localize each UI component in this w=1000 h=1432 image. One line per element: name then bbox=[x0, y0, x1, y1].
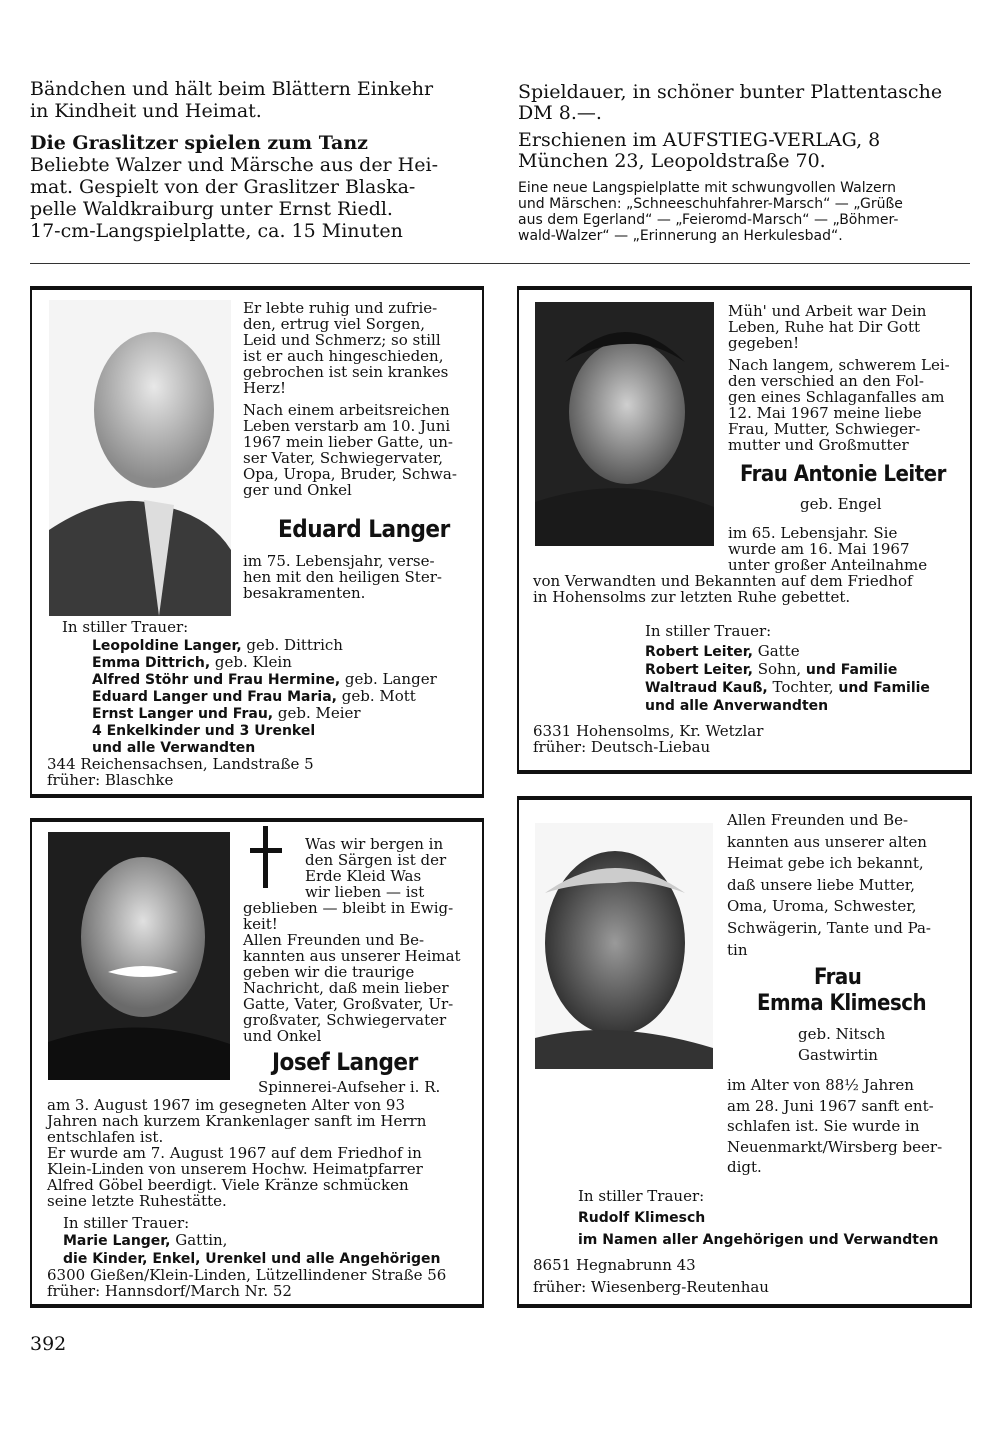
address: 8651 Hegnabrunn 43 früher: Wiesenberg-Reutenhau bbox=[533, 1256, 769, 1296]
address: 6331 Hohensolms, Kr. Wetzlar früher: Deutsch-Liebau bbox=[533, 722, 764, 756]
address: 6300 Gießen/Klein-Linden, Lützellindener Straße 56 früher: Hannsdorf/March Nr. 52 bbox=[47, 1266, 447, 1300]
mourner: Eduard Langer und Frau Maria, geb. Mott bbox=[92, 687, 416, 705]
mourner: die Kinder, Enkel, Urenkel und alle Angehörigen bbox=[63, 1251, 441, 1267]
top-left-column bbox=[30, 78, 490, 242]
eduard-text: Er lebte ruhig und zufrie- den, ertrug viel Sorgen, Leid und Schmerz; so still ist er auch hingeschieden, gebrochen ist sein krankes Herz! Nach einem arbeitsreichen Leben verstarb am 10. Juni 1967 mein lieber Gatte, un- ser Vater, Schwiegervater, Opa, Uropa, Bruder, Schwa- ger und Onkel bbox=[243, 299, 457, 499]
mourners-list bbox=[63, 1232, 440, 1268]
portrait-photo bbox=[49, 300, 231, 616]
divider bbox=[30, 263, 970, 264]
mourner: im Namen aller Angehörigen und Verwandten bbox=[578, 1232, 939, 1248]
maiden-name: geb. Engel bbox=[800, 495, 882, 513]
maiden-name: geb. Nitsch bbox=[798, 1025, 886, 1043]
occupation: Spinnerei-Aufseher i. R. bbox=[258, 1078, 441, 1096]
mourner: Marie Langer, Gattin, bbox=[63, 1231, 228, 1249]
josef-text: geblieben — bleibt in Ewig- keit! Allen Freunden und Be- kannten aus unserer Heimat geben wir die traurige Nachricht, daß mein lieber Gatte, Vater, Großvater, Ur- großvater, Schwiegervater und Onkel bbox=[243, 899, 461, 1045]
page-number: 392 bbox=[30, 1333, 67, 1355]
intro-text: Bändchen und hält beim Blättern Einkehr in Kindheit und Heimat. bbox=[30, 78, 434, 122]
mourner: Leopoldine Langer, geb. Dittrich bbox=[92, 636, 343, 654]
mourning-label: In stiller Trauer: bbox=[63, 1214, 190, 1232]
mourning-label: In stiller Trauer: bbox=[645, 622, 772, 640]
mourner: Rudolf Klimesch bbox=[578, 1210, 706, 1226]
mourning-label: In stiller Trauer: bbox=[578, 1187, 705, 1205]
deceased-name: Josef Langer bbox=[272, 1048, 418, 1076]
portrait-image bbox=[535, 302, 714, 546]
portrait-photo bbox=[48, 832, 230, 1080]
mourner: 4 Enkelkinder und 3 Urenkel bbox=[92, 723, 316, 739]
portrait-image bbox=[48, 832, 230, 1080]
mourner: und alle Anverwandten bbox=[645, 698, 829, 714]
portrait-photo bbox=[535, 823, 713, 1069]
cross-icon bbox=[246, 826, 286, 888]
mourner: Robert Leiter, Gatte bbox=[645, 642, 800, 660]
portrait-image bbox=[535, 823, 713, 1069]
occupation: Gastwirtin bbox=[798, 1046, 878, 1064]
mourner: Alfred Stöhr und Frau Hermine, geb. Langer bbox=[92, 670, 437, 688]
section-heading: Die Graslitzer spielen zum Tanz bbox=[30, 132, 368, 154]
deceased-name: Frau Antonie Leiter bbox=[740, 462, 946, 487]
deceased-name: Emma Klimesch bbox=[757, 991, 927, 1016]
emma-text: Allen Freunden und Be- kannten aus unserer alten Heimat gebe ich bekannt, daß unsere liebe Mutter, Oma, Uroma, Schwester, Schwägerin, Tante und Pa- tin bbox=[727, 811, 932, 959]
deceased-title: Frau bbox=[814, 965, 862, 990]
portrait-image bbox=[49, 300, 231, 616]
record-description: Eine neue Langspielplatte mit schwungvollen Walzern und Märschen: „Schneeschuhfahrer-Marsch“ — „Grüße aus dem Egerland“ — „Feieromd-Marsch“ — „Böhmer- wald-Walzer“ — „Erinnerung an Herkulesbad“. bbox=[518, 180, 903, 244]
mourner: Waltraud Kauß, Tochter, und Familie bbox=[645, 678, 930, 696]
mourner: und alle Verwandten bbox=[92, 740, 256, 756]
mourner: Emma Dittrich, geb. Klein bbox=[92, 653, 292, 671]
deceased-name: Eduard Langer bbox=[278, 515, 450, 543]
portrait-photo bbox=[535, 302, 714, 546]
address: 344 Reichensachsen, Landstraße 5 früher: Blaschke bbox=[47, 755, 314, 789]
mourner: Robert Leiter, Sohn, und Familie bbox=[645, 660, 898, 678]
josef-verse: Was wir bergen in den Särgen ist der Erde Kleid Was wir lieben — ist bbox=[305, 835, 447, 901]
top-right-column: Spieldauer, in schöner bunter Plattentasche DM 8.—. Erschienen im AUFSTIEG-VERLAG, 8 München 23, Leopoldstraße 70. Eine neue Langspielplatte mit schwungvollen Walzern und Märschen: „Schneeschuhfahrer-Marsch“ — „Grüße aus dem Egerland“ — „Feieromd-Marsch“ — „Böhmer- wald-Walzer“ — „Erinnerung an Herkulesbad“. bbox=[518, 82, 978, 244]
antonie-text: Müh' und Arbeit war Dein Leben, Ruhe hat Dir Gott gegeben! Nach langem, schwerem Lei- den verschied an den Fol- gen eines Schlaganfalles am 12. Mai 1967 meine liebe Frau, Mutter, Schwieger- mutter und Großmutter bbox=[728, 302, 950, 454]
mourner: Ernst Langer und Frau, geb. Meier bbox=[92, 704, 361, 722]
mourners-list bbox=[92, 637, 437, 756]
mourners-list bbox=[578, 1207, 938, 1251]
mourners-list bbox=[645, 643, 930, 715]
section-body: Beliebte Walzer und Märsche aus der Hei- mat. Gespielt von der Graslitzer Blaska- pelle Waldkraiburg unter Ernst Riedl. 17-cm-Langspielplatte, ca. 15 Minuten bbox=[30, 154, 438, 242]
mourning-label: In stiller Trauer: bbox=[62, 618, 189, 636]
